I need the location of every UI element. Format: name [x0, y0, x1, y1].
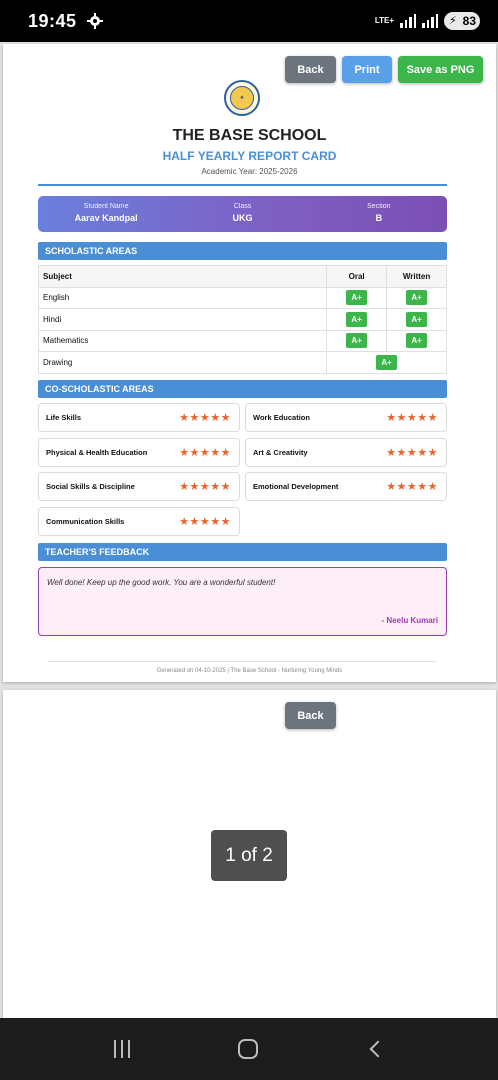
student-name: Aarav Kandpal: [74, 213, 138, 223]
academic-year: Academic Year: 2025-2026: [201, 167, 298, 176]
page-indicator: 1 of 2: [211, 830, 287, 881]
co-item-life-skills: [38, 403, 240, 432]
subject-cell: Hindi: [39, 309, 327, 331]
recent-apps-icon[interactable]: [114, 1040, 130, 1058]
written-header: Written: [387, 266, 447, 288]
grade-badge: A+: [376, 355, 396, 370]
table-header-row: [39, 266, 447, 288]
feedback-heading: TEACHER'S FEEDBACK: [38, 543, 447, 561]
subject-cell: English: [39, 287, 327, 309]
class-label: Class: [233, 203, 252, 210]
student-section-col: [311, 196, 447, 232]
table-row: [39, 330, 447, 352]
section-label: Section: [367, 203, 391, 210]
co-item-label: Social Skills & Discipline: [46, 482, 135, 491]
header-divider: [38, 184, 447, 186]
table-row: [39, 352, 447, 374]
subject-cell: Mathematics: [39, 330, 327, 352]
star-rating-icon: ★★★★★: [179, 481, 231, 493]
back-arrow-icon[interactable]: [370, 1041, 387, 1058]
student-name-col: [38, 196, 174, 232]
grade-badge: A+: [346, 333, 366, 348]
student-info: [38, 196, 447, 232]
co-item-physical-health: [38, 438, 240, 467]
signal-icon: [422, 14, 438, 28]
scholastic-heading: SCHOLASTIC AREAS: [38, 242, 447, 260]
grade-badge: A+: [346, 312, 366, 327]
star-rating-icon: ★★★★★: [179, 412, 231, 424]
school-logo: [224, 80, 260, 116]
star-rating-icon: ★★★★★: [179, 447, 231, 459]
signal-icon: [400, 14, 416, 28]
section-value: B: [375, 213, 383, 223]
back-button-page2[interactable]: Back: [285, 702, 336, 729]
grade-badge: A+: [406, 312, 426, 327]
table-row: [39, 309, 447, 331]
scholastic-table: [38, 265, 447, 374]
subject-header: Subject: [39, 266, 327, 288]
co-item-label: Communication Skills: [46, 517, 125, 526]
logo-emblem-icon: ★: [230, 86, 254, 110]
home-icon[interactable]: [238, 1039, 258, 1059]
star-rating-icon: ★★★★★: [386, 412, 438, 424]
teacher-signature: - Neelu Kumari: [381, 616, 438, 625]
grade-badge: A+: [346, 290, 366, 305]
save-png-button[interactable]: Save as PNG: [398, 56, 483, 83]
report-page-1: [3, 44, 496, 682]
co-item-emotional-development: [245, 472, 447, 501]
network-label: LTE+: [374, 16, 394, 25]
co-item-label: Emotional Development: [253, 482, 339, 491]
student-name-label: Student Name: [83, 203, 129, 210]
school-name: THE BASE SCHOOL: [172, 127, 327, 144]
print-button[interactable]: Print: [342, 56, 392, 83]
footer-text: Generated on 04-10-2025 | The Base School - Nurturing Young Minds: [156, 668, 343, 674]
back-button[interactable]: Back: [285, 56, 336, 83]
co-item-label: Work Education: [253, 413, 310, 422]
co-item-label: Life Skills: [46, 413, 82, 422]
oral-header: Oral: [327, 266, 387, 288]
feedback-text: Well done! Keep up the good work. You are a wonderful student!: [47, 578, 276, 587]
subject-cell: Drawing: [39, 352, 327, 374]
student-class-col: [174, 196, 310, 232]
co-item-art-creativity: [245, 438, 447, 467]
footer-divider: [48, 661, 436, 662]
co-item-label: Art & Creativity: [253, 448, 308, 457]
gear-icon: [87, 13, 103, 29]
report-title: HALF YEARLY REPORT CARD: [162, 149, 337, 163]
co-scholastic-heading: CO-SCHOLASTIC AREAS: [38, 380, 447, 398]
grade-badge: A+: [406, 290, 426, 305]
co-item-social-skills: [38, 472, 240, 501]
status-bar: [0, 0, 498, 42]
system-nav-bar: [0, 1018, 498, 1080]
star-rating-icon: ★★★★★: [386, 481, 438, 493]
status-icons: [375, 12, 480, 30]
status-time: 19:45: [28, 10, 77, 31]
grade-badge: A+: [406, 333, 426, 348]
co-item-communication: [38, 507, 240, 536]
star-rating-icon: ★★★★★: [386, 447, 438, 459]
class-value: UKG: [232, 213, 253, 223]
table-row: [39, 287, 447, 309]
battery-icon: [444, 12, 480, 30]
battery-level: 83: [462, 14, 476, 28]
bolt-icon: ⚡: [449, 15, 457, 27]
co-item-work-education: [245, 403, 447, 432]
star-rating-icon: ★★★★★: [179, 516, 231, 528]
feedback-box: [38, 567, 447, 636]
co-item-label: Physical & Health Education: [46, 448, 148, 457]
